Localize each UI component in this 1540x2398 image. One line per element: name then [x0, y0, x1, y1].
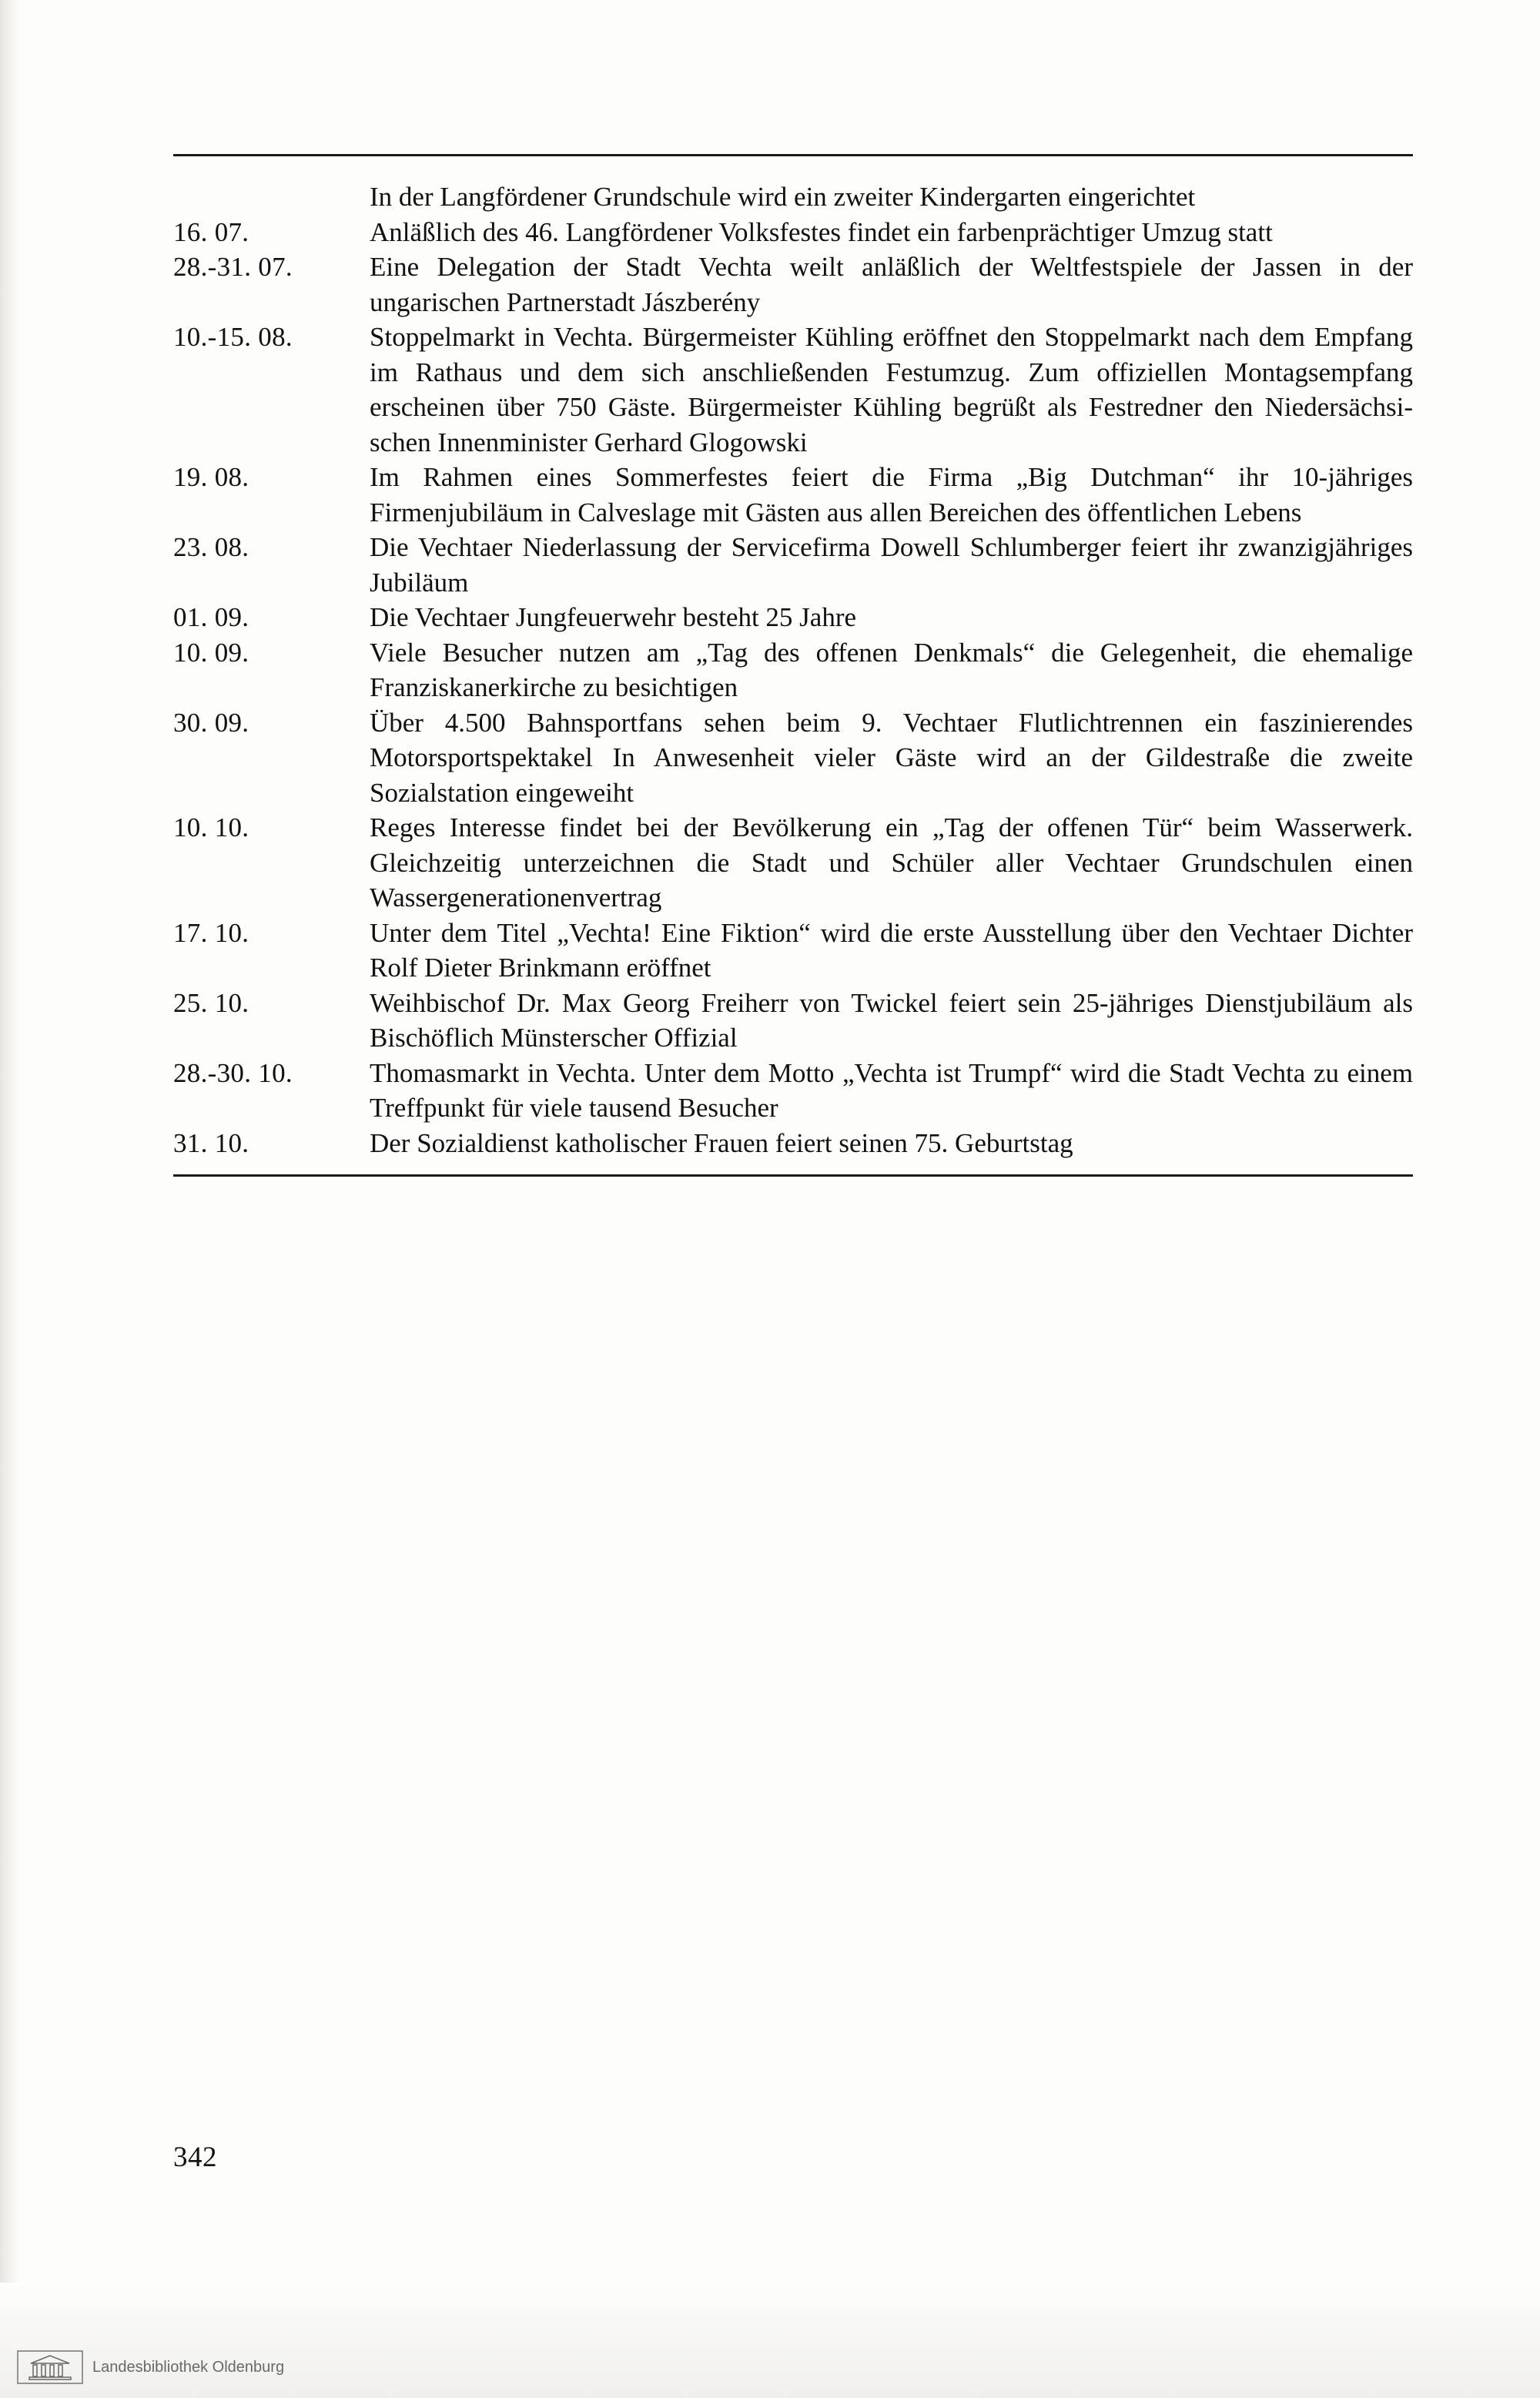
table-row: [173, 250, 1413, 320]
table-row: [173, 916, 1413, 986]
entry-text: Thomasmarkt in Vechta. Unter dem Motto „Vechta ist Trumpf“ wird die Stadt Vechta zu einem Treffpunkt für viele tausend Besucher: [370, 1057, 1413, 1123]
entry-text: Die Vechtaer Jungfeuerwehr besteht 25 Jahre: [370, 602, 857, 632]
entry-text: Reges Interesse findet bei der Bevölkerung ein „Tag der offenen Tür“ beim Wasserwerk. Gleichzeitig unterzeichnen die Stadt und Schüler aller Vechtaer Grundschulen einen Wassergenerationenvertrag: [370, 812, 1413, 913]
entry-text: Eine Delegation der Stadt Vechta weilt anläßlich der Weltfestspiele der Jassen in der ungarischen Partnerstadt Jászberény: [370, 252, 1413, 317]
entry-text: Anläßlich des 46. Langfördener Volksfestes findet ein farbenprächtiger Umzug statt: [370, 216, 1273, 247]
table-row: [173, 215, 1413, 250]
entry-text: In der Langfördener Grundschule wird ein zweiter Kindergarten eingerichtet: [370, 182, 1196, 212]
library-building-icon: [17, 2350, 83, 2384]
table-row: [173, 810, 1413, 916]
watermark-label: Landesbibliothek Oldenburg: [92, 2358, 285, 2376]
entry-text: Weihbischof Dr. Max Georg Freiherr von Twickel feiert sein 25-jähriges Dienstjubiläum als Bischöflich Münsterscher Offizial: [370, 987, 1413, 1053]
entry-date: [173, 179, 370, 215]
entry-text: Viele Besucher nutzen am „Tag des offenen Denkmals“ die Gelegenheit, die ehemalige Franziskanerkirche zu besichtigen: [370, 637, 1413, 702]
entry-date: 16. 07.: [173, 216, 249, 247]
entry-text: Die Vechtaer Niederlassung der Servicefirma Dowell Schlumberger feiert ihr zwanzigjähriges Jubiläum: [370, 532, 1413, 598]
entry-date: 10. 09.: [173, 637, 249, 668]
entry-date: 28.-30. 10.: [173, 1057, 293, 1088]
table-row: [173, 600, 1413, 635]
page-content: [173, 154, 1413, 1177]
table-row: [173, 530, 1413, 600]
table-row: [173, 1056, 1413, 1126]
entry-date: 30. 09.: [173, 707, 249, 738]
library-watermark: [17, 2350, 284, 2384]
table-row: [173, 1126, 1413, 1161]
entry-text: Über 4.500 Bahnsportfans sehen beim 9. Vechtaer Flutlichtrennen ein faszinierendes Motorsportspektakel In Anwesenheit vieler Gäste wird an der Gildestraße die zweite Sozialstation eingeweiht: [370, 707, 1413, 808]
top-rule: [173, 154, 1413, 156]
entry-text: Im Rahmen eines Sommerfestes feiert die Firma „Big Dutchman“ ihr 10-jähriges Firmenjubiläum in Calveslage mit Gästen aus allen Bereichen des öffentlichen Lebens: [370, 462, 1413, 527]
entry-text: Unter dem Titel „Vechta! Eine Fiktion“ wird die erste Ausstellung über den Vechtaer Dichter Rolf Dieter Brinkmann eröffnet: [370, 917, 1413, 983]
entry-date: 23. 08.: [173, 532, 249, 562]
entry-date: 19. 08.: [173, 462, 249, 492]
entry-date: 25. 10.: [173, 987, 249, 1018]
entry-date: 10. 10.: [173, 812, 249, 842]
table-row: [173, 460, 1413, 530]
entry-text: Der Sozialdienst katholischer Frauen feiert seinen 75. Geburtstag: [370, 1127, 1073, 1158]
chronicle-entries-table: [173, 179, 1413, 1160]
page-number: 342: [173, 2142, 217, 2173]
table-row: [173, 179, 1413, 215]
entry-date: 31. 10.: [173, 1127, 249, 1158]
table-row: [173, 705, 1413, 811]
scan-edge-shadow: [0, 0, 20, 2398]
table-row: [173, 320, 1413, 460]
entry-date: 01. 09.: [173, 602, 249, 632]
table-row: [173, 635, 1413, 705]
entry-date: 28.-31. 07.: [173, 252, 293, 282]
entry-date: 17. 10.: [173, 917, 249, 948]
bottom-rule: [173, 1174, 1413, 1177]
entry-date: 10.-15. 08.: [173, 322, 293, 352]
table-row: [173, 986, 1413, 1056]
entry-text: Stoppelmarkt in Vechta. Bürgermeister Kühling eröffnet den Stoppelmarkt nach dem Empfang im Rathaus und dem sich anschließenden Festumzug. Zum offiziellen Montagsempfang erscheinen über 750 Gäste. Bürgermeister Kühling begrüßt als Festredner den Niedersächsischen Innenminister Gerhard Glogowski: [370, 322, 1413, 457]
